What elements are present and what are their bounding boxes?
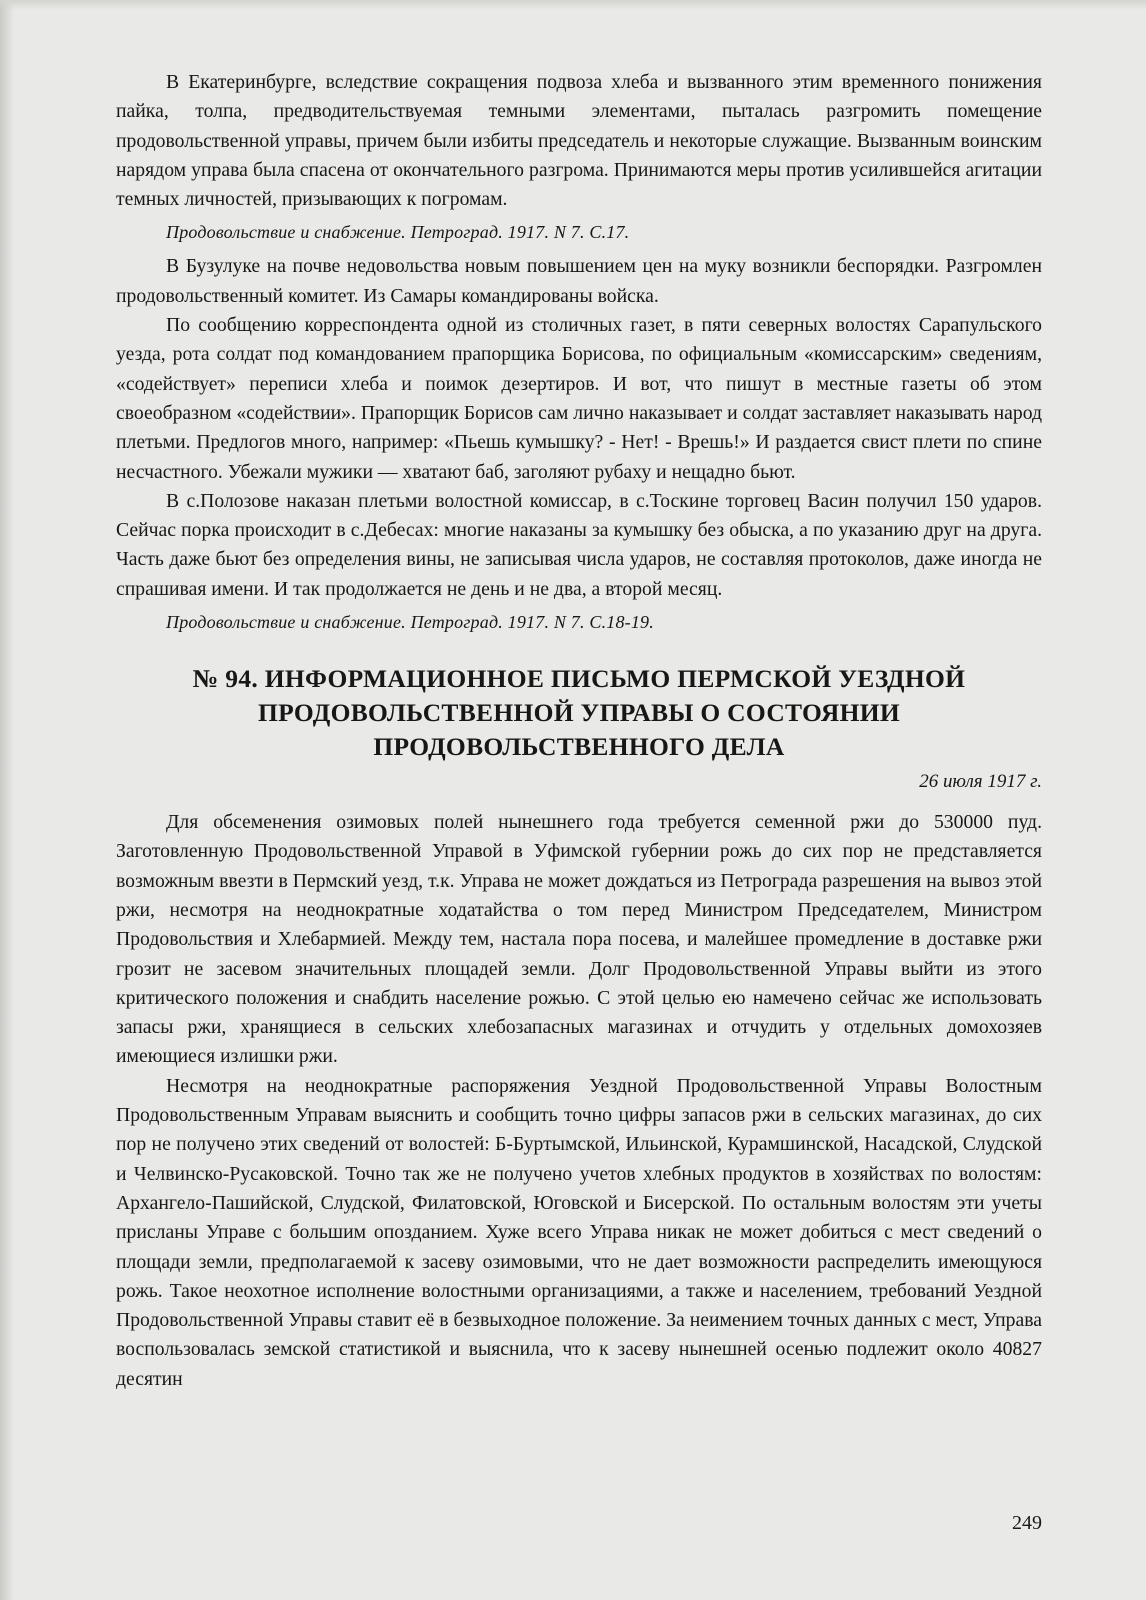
source-citation: Продовольствие и снабжение. Петроград. 1917. N 7. С.18-19. bbox=[166, 612, 654, 633]
paragraph-volost-reports: Несмотря на неоднократные распоряжения Уездной Продовольственной Управы Волостным Продовольственным Управам выяснить и сообщить точно цифры запасов ржи в сельских магазинах, до сих пор не получено этих сведений от волостей: Б-Буртымской, Ильинской, Курамшинской, Насадской, Слудской и Челвинско-Русаковской. Точно так же не получено учетов хлебных продуктов в хозяйствах по волостям: Архангело-Пашийской, Слудской, Филатовской, Юговской и Бисерской. По остальным волостям эти учеты присланы Управе с большим опозданием. Хуже всего Управа никак не может добиться с мест сведений о площади земли, предполагаемой к засеву озимовыми, что не дает возможности распределить имеющуюся рожь. Такое неохотное исполнение волостными организациями, а также и населением, требований Уездной Продовольственной Управы ставит её в безвыходное положение. За неимением точных данных с мест, Управа воспользовалась земской статистикой и выяснила, что к засеву нынешней осенью подлежит около 40827 десятин bbox=[116, 1074, 1042, 1390]
document-title bbox=[116, 662, 1042, 764]
paragraph-ekaterinburg: В Екатеринбурге, вследствие сокращения подвоза хлеба и вызванного этим временного понижения пайка, толпа, предводительствуемая темными элементами, пыталась разгромить помещение продовольственной управы, причем были избиты председатель и некоторые служащие. Вызванным воинским нарядом управа была спасена от окончательного разгрома. Принимаются меры против усилившейся агитации темных личностей, призывающих к погромам. bbox=[116, 71, 1042, 211]
source-citation: Продовольствие и снабжение. Петроград. 1917. N 7. С.17. bbox=[166, 222, 630, 243]
paragraph-buzuluk: В Бузулуке на почве недовольства новым повышением цен на муку возникли беспорядки. Разгромлен продовольственный комитет. Из Самары командированы войска. bbox=[116, 255, 1042, 307]
document-title-line: ПРОДОВОЛЬСТВЕННОГО ДЕЛА bbox=[373, 732, 785, 762]
paragraph-seed-rye: Для обсеменения озимовых полей нынешнего года требуется семенной ржи до 530000 пуд. Заготовленную Продовольственной Управой в Уфимской губернии рожь до сих пор не представляется возможным ввезти в Пермский уезд, т.к. Управа не может дождаться из Петрограда разрешения на вывоз этой ржи, несмотря на неоднократные ходатайства о том перед Министром Председателем, Министром Продовольствия и Хлебармией. Между тем, настала пора посева, и малейшее промедление в доставке ржи грозит не засевом значительных площадей земли. Долг Продовольственной Управы выйти из этого критического положения и снабдить население рожью. С этой целью ею намечено сейчас же использовать запасы ржи, хранящиеся в сельских хлебозапасных магазинах и отчудить у отдельных домохозяев имеющиеся излишки ржи. bbox=[116, 811, 1042, 1068]
paragraph-polozovo: В с.Полозове наказан плетьми волостной комиссар, в с.Тоскине торговец Васин получил 150 ударов. Сейчас порка происходит в с.Дебесах: многие наказаны за кумышку без обыска, а по указанию друг на друга. Часть даже бьют без определения вины, не записывая числа ударов, не составляя протоколов, даже иногда не спрашивая имени. И так продолжается не день и не два, а второй месяц. bbox=[116, 489, 1042, 600]
document-title-line: № 94. ИНФОРМАЦИОННОЕ ПИСЬМО ПЕРМСКОЙ УЕЗДНОЙ bbox=[192, 664, 966, 694]
scan-shadow-left bbox=[0, 0, 14, 1600]
document-date: 26 июля 1917 г. bbox=[919, 771, 1042, 793]
paragraph-sarapul: По сообщению корреспондента одной из столичных газет, в пяти северных волостях Сарапульского уезда, рота солдат под командованием прапорщика Борисова, по официальным «комиссарским» сведениям, «содействует» переписи хлеба и поимок дезертиров. И вот, что пишут в местные газеты об этом своеобразном «содействии». Прапорщик Борисов сам лично наказывает и солдат заставляет наказывать народ плетьми. Предлогов много, например: «Пьешь кумышку? - Нет! - Врешь!» И раздается свист плети по спине несчастного. Убежали мужики — хватают баб, заголяют рубаху и нещадно бьют. bbox=[116, 314, 1042, 483]
page-content bbox=[116, 68, 1042, 1394]
document-title-line: ПРОДОВОЛЬСТВЕННОЙ УПРАВЫ О СОСТОЯНИИ bbox=[258, 698, 900, 728]
page-number: 249 bbox=[1012, 1512, 1042, 1534]
scan-shadow-top bbox=[0, 0, 1146, 10]
